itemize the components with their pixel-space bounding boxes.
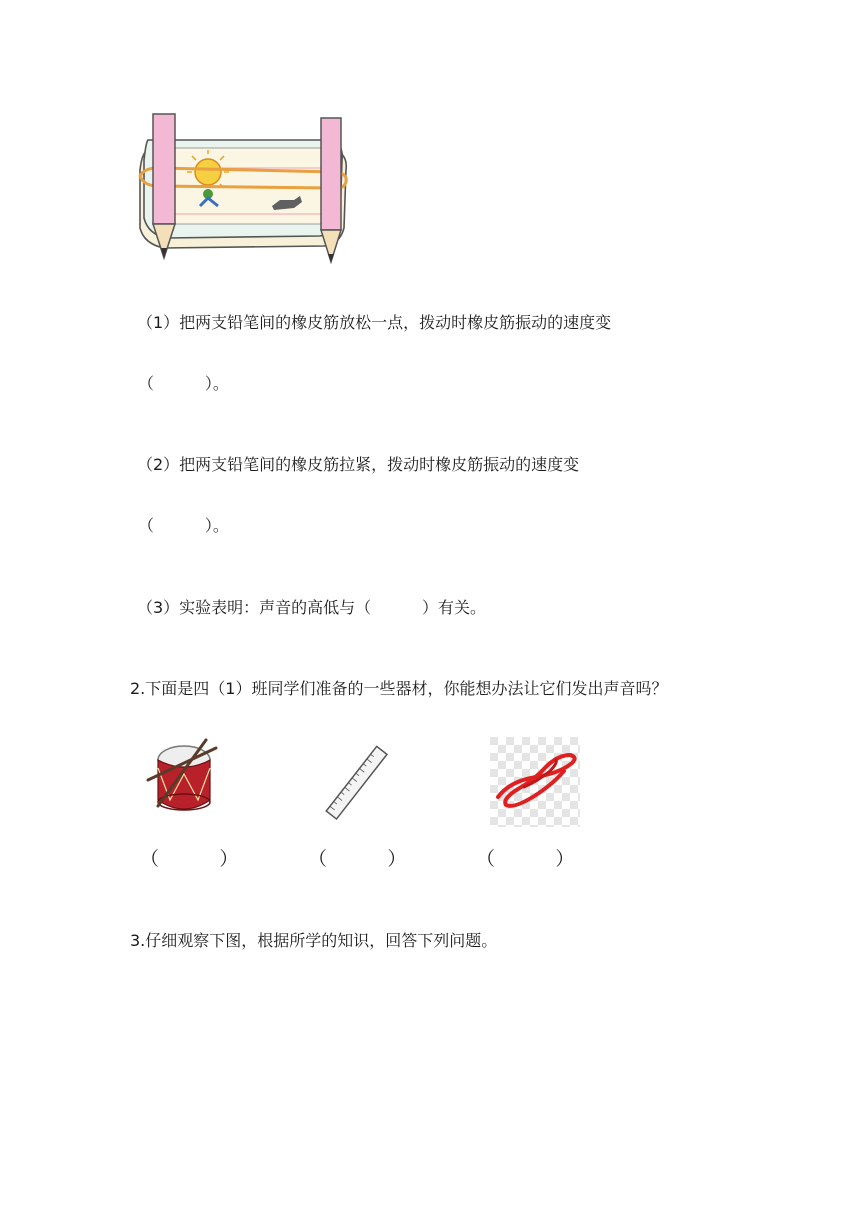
q1-part2-answer-blank[interactable]: （ ）。: [138, 516, 229, 535]
q1-part1-text: （1）把两支铅笔间的橡皮筋放松一点，拨动时橡皮筋振动的速度变: [137, 313, 612, 332]
q1-part3-text: （3）实验表明：声音的高低与（ ）有关。: [137, 598, 487, 617]
ruler-image: [322, 740, 392, 826]
q2-question-text: 2.下面是四（1）班同学们准备的一些器材，你能想办法让它们发出声音吗？: [130, 679, 668, 698]
rubber-band-answer-blank[interactable]: （ ）: [476, 848, 575, 870]
q1-part2-text: （2）把两支铅笔间的橡皮筋拉紧，拨动时橡皮筋振动的速度变: [137, 455, 580, 474]
ruler-answer-blank[interactable]: （ ）: [308, 848, 407, 870]
rubber-band-image: [490, 737, 580, 827]
drum-image: [144, 734, 224, 824]
pencil-rubber-band-illustration: [134, 110, 360, 265]
drum-answer-blank[interactable]: （ ）: [140, 848, 239, 870]
q3-question-text: 3.仔细观察下图，根据所学的知识，回答下列问题。: [130, 931, 498, 950]
q1-part1-answer-blank[interactable]: （ ）。: [138, 374, 229, 393]
